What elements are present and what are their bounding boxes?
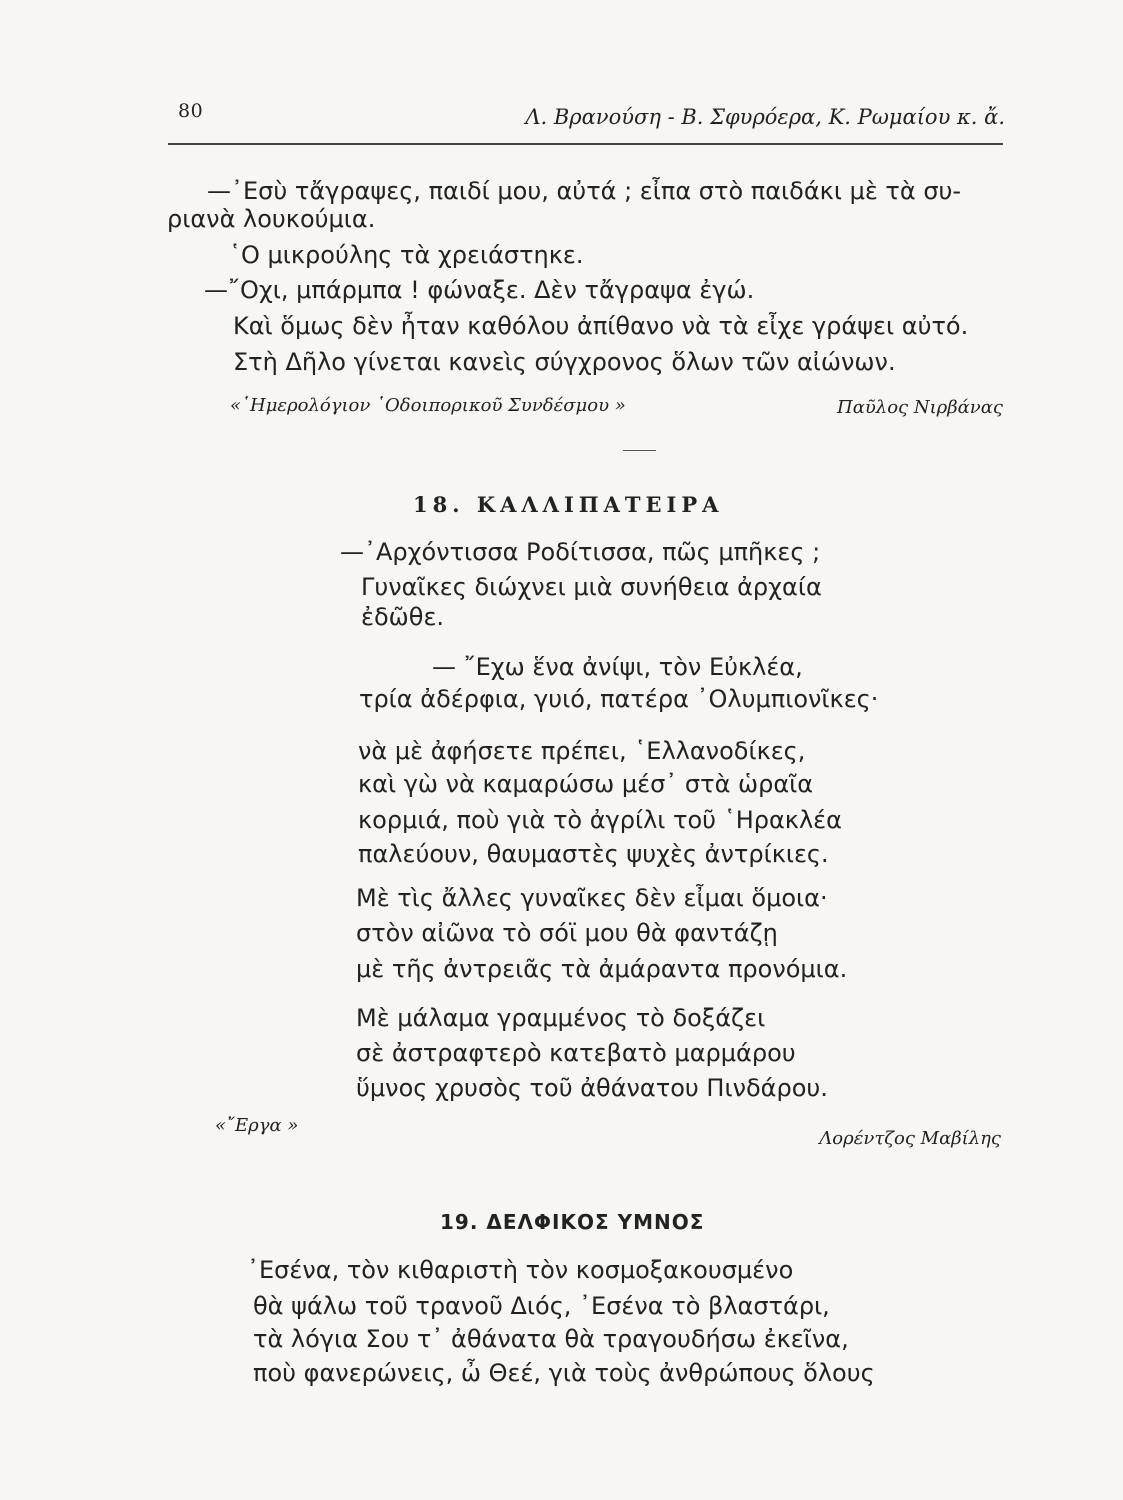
header-rule: [168, 143, 1003, 145]
source-citation: «῎Εργα »: [215, 1115, 299, 1136]
poem-line: Μὲ μάλαμα γραμμένος τὸ δοξάζει: [356, 1004, 766, 1032]
poem-line: ποὺ φανερώνεις, ὦ Θεέ, γιὰ τοὺς ἀνθρώπους ὅλους: [253, 1359, 875, 1387]
poem-line: ὕμνος χρυσὸς τοῦ ἀθάνατου Πινδάρου.: [356, 1074, 828, 1102]
poem-line: ἐδῶθε.: [361, 603, 445, 631]
prose-line: —᾿Εσὺ τἄγραψες, παιδί μου, αὐτά ; εἶπα στὸ παιδάκι μὲ τὰ συ-: [207, 177, 962, 205]
poem-line: τρία ἀδέρφια, γυιό, πατέρα ᾿Ολυμπιονῖκες·: [359, 685, 879, 713]
prose-line: Στὴ Δῆλο γίνεται κανεὶς σύγχρονος ὅλων τῶν αἰώνων.: [233, 348, 896, 376]
poem-line: ᾿Εσένα, τὸν κιθαριστὴ τὸν κοσμοξακουσμένο: [247, 1256, 794, 1284]
poem-line: — ῎Εχω ἕνα ἀνίψι, τὸν Εὐκλέα,: [432, 653, 803, 681]
prose-line: Καὶ ὅμως δὲν ἦταν καθόλου ἀπίθανο νὰ τὰ εἶχε γράψει αὐτό.: [233, 312, 969, 340]
poem-line: Μὲ τὶς ἄλλες γυναῖκες δὲν εἶμαι ὅμοια·: [356, 884, 828, 912]
prose-line: ριανὰ λουκούμια.: [167, 205, 376, 233]
section-title: 19. ΔΕΛΦΙΚΟΣ ΥΜΝΟΣ: [440, 1210, 705, 1234]
page-header: [170, 97, 1005, 127]
prose-line: ῾Ο μικρούλης τὰ χρειάστηκε.: [229, 241, 584, 269]
poem-line: θὰ ψάλω τοῦ τρανοῦ Διός, ᾿Εσένα τὸ βλαστάρι,: [253, 1292, 830, 1320]
page-number: 80: [178, 100, 204, 122]
poem-line: στὸν αἰῶνα τὸ σόϊ μου θὰ φαντάζῃ: [356, 919, 778, 947]
poem-line: κορμιά, ποὺ γιὰ τὸ ἀγρίλι τοῦ ῾Ηρακλέα: [358, 806, 842, 834]
poem-line: μὲ τῆς ἀντρειᾶς τὰ ἀμάραντα προνόμια.: [356, 955, 848, 983]
poem-line: τὰ λόγια Σου τ᾿ ἀθάνατα θὰ τραγουδήσω ἐκεῖνα,: [253, 1325, 849, 1353]
source-citation: «῾Ημερολόγιον ῾Οδοιπορικοῦ Συνδέσμου »: [230, 395, 626, 416]
section-divider: [623, 450, 656, 451]
section-title: 18. ΚΑΛΛΙΠΑΤΕΙΡΑ: [413, 492, 724, 517]
poem-line: σὲ ἀστραφτερὸ κατεβατὸ μαρμάρου: [356, 1039, 796, 1067]
poem-line: Γυναῖκες διώχνει μιὰ συνήθεια ἀρχαία: [361, 573, 822, 601]
poem-line: καὶ γὼ νὰ καμαρώσω μέσ᾿ στὰ ὡραῖα: [358, 770, 814, 798]
poem-line: νὰ μὲ ἀφήσετε πρέπει, ῾Ελλανοδίκες,: [358, 737, 806, 765]
prose-line: —῎Οχι, μπάρμπα ! φώναξε. Δὲν τἄγραψα ἐγώ.: [204, 276, 755, 304]
poem-line: παλεύουν, θαυμαστὲς ψυχὲς ἀντρίκιες.: [358, 840, 829, 868]
poem-line: —᾿Αρχόντισσα Ροδίτισσα, πῶς μπῆκες ;: [340, 538, 821, 566]
author-name: Παῦλος Νιρβάνας: [837, 397, 1003, 418]
running-head: Λ. Βρανούση - Β. Σφυρόερα, Κ. Ρωμαίου κ. ἄ.: [525, 105, 1005, 129]
author-name: Λορέντζος Μαβίλης: [819, 1128, 1001, 1149]
